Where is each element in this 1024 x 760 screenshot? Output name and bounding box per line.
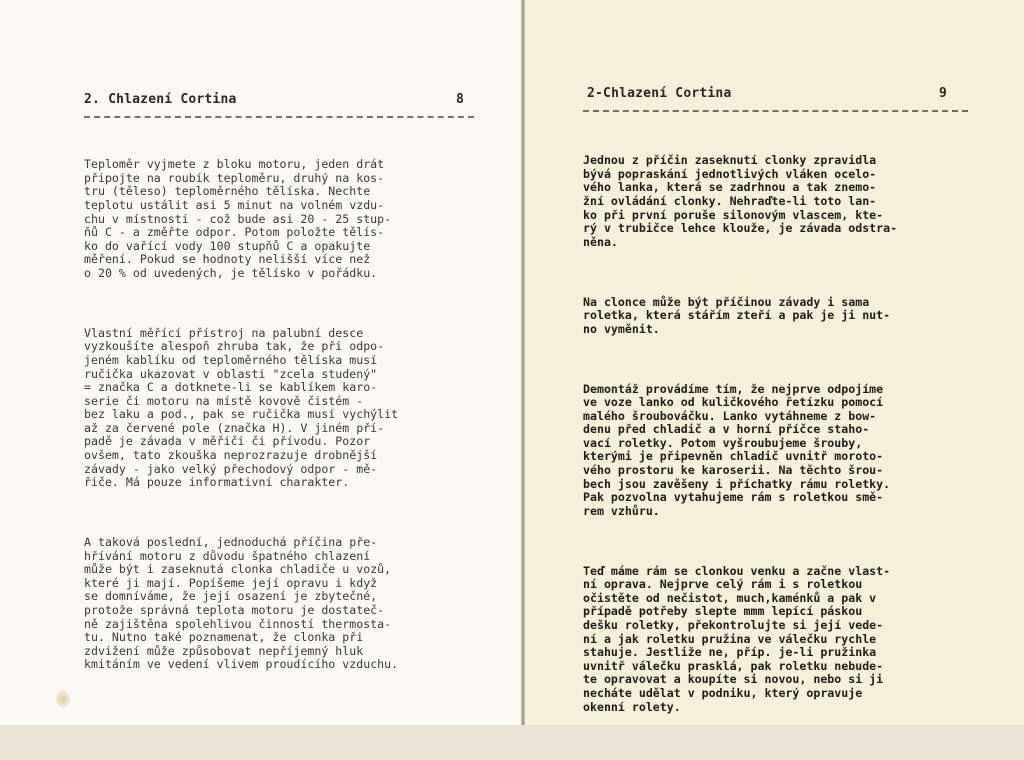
right-page <box>525 0 1024 725</box>
left-page <box>0 0 521 725</box>
right-header-rule <box>583 110 968 112</box>
left-page-number: 8 <box>455 92 464 107</box>
right-paragraph-2: Na clonce může být příčinou závady i sama roletka, která stářím zteří a pak je ji nut- no vyměnit. <box>583 294 891 336</box>
right-header-title: 2-Chlazení Cortina <box>587 86 732 101</box>
right-paragraph-3: Demontáž provádíme tím, že nejprve odpojíme ve voze lanko od kuličkového řetízku pomocí malého šroubováčku. Lanko vytáhneme z bow- denu před chladič a v horní příčce staho- vací roletky. Potom vyšroubujeme šrouby, kterými je připevněn chladič uvnitř moroto- vého prostoru ke karoserii. Na těchto šrou- bech jsou zavěšeny i příchatky rámu roletky. Pak pozvolna vytahujeme rám s roletkou smě- rem vzhůru. <box>583 381 891 518</box>
left-header-rule <box>84 116 474 118</box>
right-paragraph-4: Teď máme rám se clonkou venku a začne vlast- ní oprava. Nejprve celý rám i s roletkou očistěte od nečistot, much,kaménků a pak v případě potřeby slepte mmm lepící páskou dešku roletky, překontrolujte si její vede- ní a jak roletku pružina ve válečku rychle stahuje. Jestliže ne, příp. je-li pružinka uvnitř válečku prasklá, pak roletku nebude- te opravovat a koupíte si novou, nebo si ji necháte udělat v podniku, který opravuje okenní rolety. <box>583 563 891 714</box>
left-paragraph-3: A taková poslední, jednoduchá příčina pře- hřívání motoru z důvodu špatného chlazení může být i zaseknutá clonka chladiče u vozů, které ji mají. Popíšeme její opravu i když se domníváme, že její osazení je zbytečné, protože správná teplota motoru je dostateč- ně zajištěna spolehlivou činností thermosta- tu. Nutno také poznamenat, že clonka při zdvižení může způsobovat nepříjemný hluk kmitáním ve vedení vlivem proudícího vzduchu. <box>84 535 399 672</box>
right-page-number: 9 <box>938 86 947 101</box>
right-text-column <box>583 127 983 760</box>
left-header-title: 2. Chlazení Cortina <box>84 92 237 107</box>
paper-stain <box>56 690 70 708</box>
right-paragraph-1: Jednou z příčin zaseknutí clonky zpravidla bývá popraskání jednotlivých vláken ocelo- vého lanka, která se zadrhnou a tak znemo- žní ovládání clonky. Nehraďte-li toto lan- ko při první poruše silonovým vlascem, kte- rý v trubičce lehce klouže, je závada odstra- něna. <box>583 153 898 249</box>
left-text-column <box>84 131 504 718</box>
right-page-header <box>587 86 947 101</box>
left-page-header <box>84 92 464 107</box>
left-paragraph-2: Vlastní měřící přístroj na palubní desce vyzkoušíte alespoň zhruba tak, že při odpo- jeném kablíku od teploměrného tělíska musí ručička ukazovat v oblasti "zcela studený" = značka C a dotknete-li se kablíkem karo- serie či motoru na místě kovově čistém - bez laku a pod., pak se ručička musí vychýlit až za červené pole (značka H). V jiném pří- padě je závada v měřiči či přívodu. Pozor ovšem, tato zkouška neprozrazuje drobnější závady - jako velký přechodový odpor - mě- řiče. Má pouze informativní charakter. <box>84 325 399 490</box>
left-paragraph-1: Teploměr vyjmete z bloku motoru, jeden drát připojte na roubík teploměru, druhý na kos- tru (těleso) teploměrného tělíska. Nechte teplotu ustálit asi 5 minut na volném vzdu- chu v místnosti - což bude asi 20 - 25 stup- ňů C - a změřte odpor. Potom položte tělís- ko do vařící vody 100 stupňů C a opakujte měření. Pokud se hodnoty nelišší více než o 20 % od uvedených, je tělísko v pořádku. <box>84 157 392 280</box>
